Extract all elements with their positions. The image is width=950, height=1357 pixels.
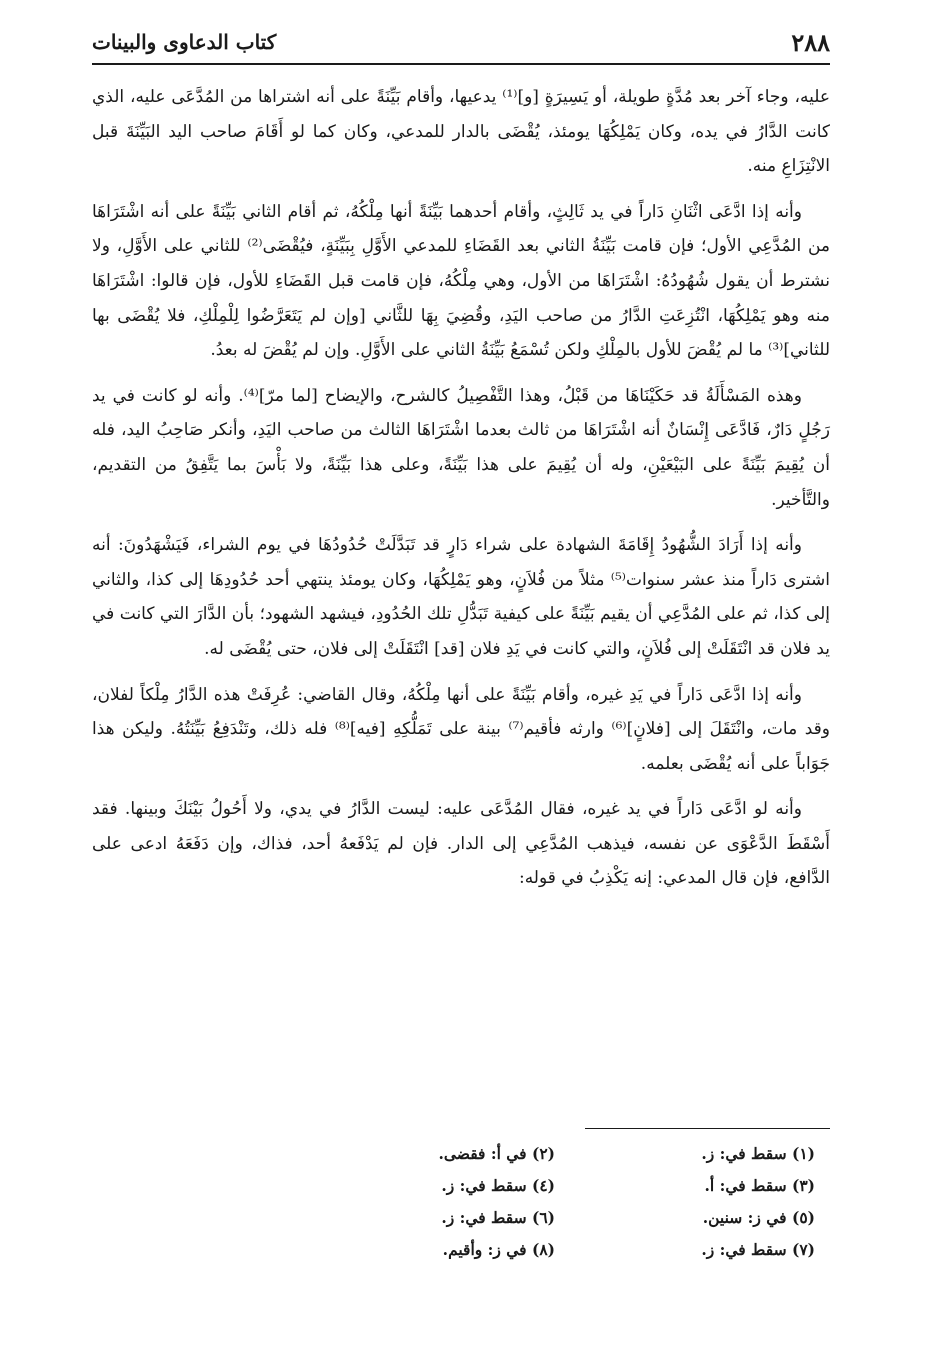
footnote: (٤) سقط في: ز. — [441, 1176, 555, 1195]
footnote: (٨) في ز: وأقيم. — [442, 1240, 555, 1259]
paragraph: وأنه إذا أَرَادَ الشُّهُودُ إِقَامَةَ الشهادة على شراء دَارٍ قد تَبَدَّلَتْ حُدُودُهَا في يوم الشراء، فَيَشْهَدُونَ: أنه اشترى دَاراً منذ عشر سنوات⁽⁵⁾ مثلاً من فُلاَنٍ، وهو يَمْلِكُهَا، وكان يومئذ ينتهي أحد حُدُودِهَا إلى كذا، والثاني إلى كذا، ثم على المُدَّعِي أن يقيم بَيِّنَةً على كيفية تَبَدُّلِ تلك الحُدُودِ، فيشهد الشهود؛ بأن الدَّارَ التي كانت في يد فلان قد انْتَقَلَتْ إلى فُلاَنٍ، والتي كانت في يَدِ فلان [قد] انْتَقَلَتْ إلى فلان، حتى يُقْضَى له. — [92, 535, 830, 659]
paragraph: وأنه إذا ادَّعَى اثْنَانِ دَاراً في يد ثَالِثٍ، وأقام أحدهما بَيِّنَةً أنها مِلْكُهُ، ثم أقام الثاني بَيِّنَةً على أنه اشْتَرَاهَا من المُدَّعِي الأول؛ فإن قامت بَيِّنَةُ الثاني بعد القَضَاءِ للمدعي الأَوَّلِ بِبَيِّنَةٍ، فيُقْضَى⁽²⁾ للثاني على الأَوَّلِ، ولا نشترط أن يقول شُهُودُهُ: اشْتَرَاهَا من الأول، وهي مِلْكُهُ، فإن قامت قبل القَضَاءِ للأول، فإن قالوا: اشْتَرَاهَا منه وهو يَمْلِكُهَا، انْتُزِعَتِ الدَّارُ من صاحب اليَدِ، وقُضِيَ بِهَا للثَّاني [وإن لم يَتَعَرَّضُوا لِلْمِلْكِ، فلا يُقْضَى بها للثاني]⁽³⁾ ما لم يُقْضَ للأول بالمِلْكِ ولكن تُسْمَعُ بَيِّنَةُ الثاني على الأَوَّلِ. وإن لم يُقْضَ له بعدُ. — [92, 201, 830, 361]
footnote: (٦) سقط في: ز. — [441, 1208, 555, 1227]
footnote: (٣) سقط في: أ. — [704, 1176, 815, 1195]
book-title: كتاب الدعاوى والبينات — [92, 30, 277, 54]
footnote: (٧) سقط في: ز. — [701, 1240, 815, 1259]
main-text — [92, 80, 830, 907]
footnote: (١) سقط في: ز. — [701, 1144, 815, 1163]
running-head — [92, 22, 830, 62]
paragraph: وأنه إذا ادَّعَى دَاراً في يَدِ غيره، وأقام بَيِّنَةً على أنها مِلْكُهُ، وقال القاضي: عُرِفَتْ هذه الدَّارُ مِلْكاً لفلان، وقد مات، وانْتَقَلَ إلى [فلانٍ]⁽⁶⁾ وارثه فأقيم⁽⁷⁾ بينة على تَمَلُّكِهِ [فيه]⁽⁸⁾ فله ذلك، وتَنْدَفِعُ بَيِّنَتُهُ. وليكن هذا جَوَاباً على أنه يُقْضَى بعلمه. — [92, 684, 830, 774]
paragraph: وأنه لو ادَّعَى دَاراً في يد غيره، فقال المُدَّعَى عليه: ليست الدَّارُ في يدي، ولا أَحُولُ بَيْنَكَ وبينها. فقد أَسْقَطَ الدَّعْوَى عن نفسه، فيذهب المُدَّعِي إلى الدار. فإن لم يَدْفَعهُ أحد، فذاك، وإن دَفَعَهُ ادعى على الدَّافع، فإن قال المدعي: إنه يَكْذِبُ في قوله: — [92, 799, 830, 889]
footnote: (٥) في ز: سنين. — [702, 1208, 815, 1227]
footnote-rule — [585, 1128, 830, 1129]
paragraph: عليه، وجاء آخر بعد مُدَّةٍ طويلة، أو يَسِيرَةٍ [و]⁽¹⁾ يدعيها، وأقام بَيِّنَةً على أنه اشتراها من المُدَّعَى عليه، الذي كانت الدَّارُ في يده، وكان يَمْلِكُهَا يومئذ، يُقْضَى بالدار للمدعي، وكان كما لو أَقَامَ صاحب اليد البَيِّنَةَ قبل الانْتِزَاعِ منه. — [92, 87, 830, 177]
footnote: (٢) في أ: فقضى. — [438, 1144, 555, 1163]
paragraph: وهذه المَسْأَلَةُ قد حَكَيْنَاهَا من قَبْلُ، وهذا التَّفْصِيلُ كالشرح، والإيضاح [لما مرّ]⁽⁴⁾. وأنه لو كانت في يد رَجُلٍ دَارٌ، فَادَّعَى إِنْسَانٌ أنه اشْتَرَاهَا من ثالث بعدما اشْتَرَاهَا الثالث من صاحب اليَدِ، وأنكر صَاحِبُ اليد، فله أن يُقِيمَ بَيِّنَةً على البَيْعَيْنِ، وله أن يُقِيمَ على هذا بَيِّنَةً، وعلى هذا بَيِّنَةً، ولا بَأْسَ بما يَتَّفِقُ من التقديم، والتَّأخير. — [92, 385, 830, 510]
footnotes — [295, 1140, 815, 1263]
page-number: ٢٨٨ — [791, 27, 830, 57]
header-rule — [92, 63, 830, 65]
